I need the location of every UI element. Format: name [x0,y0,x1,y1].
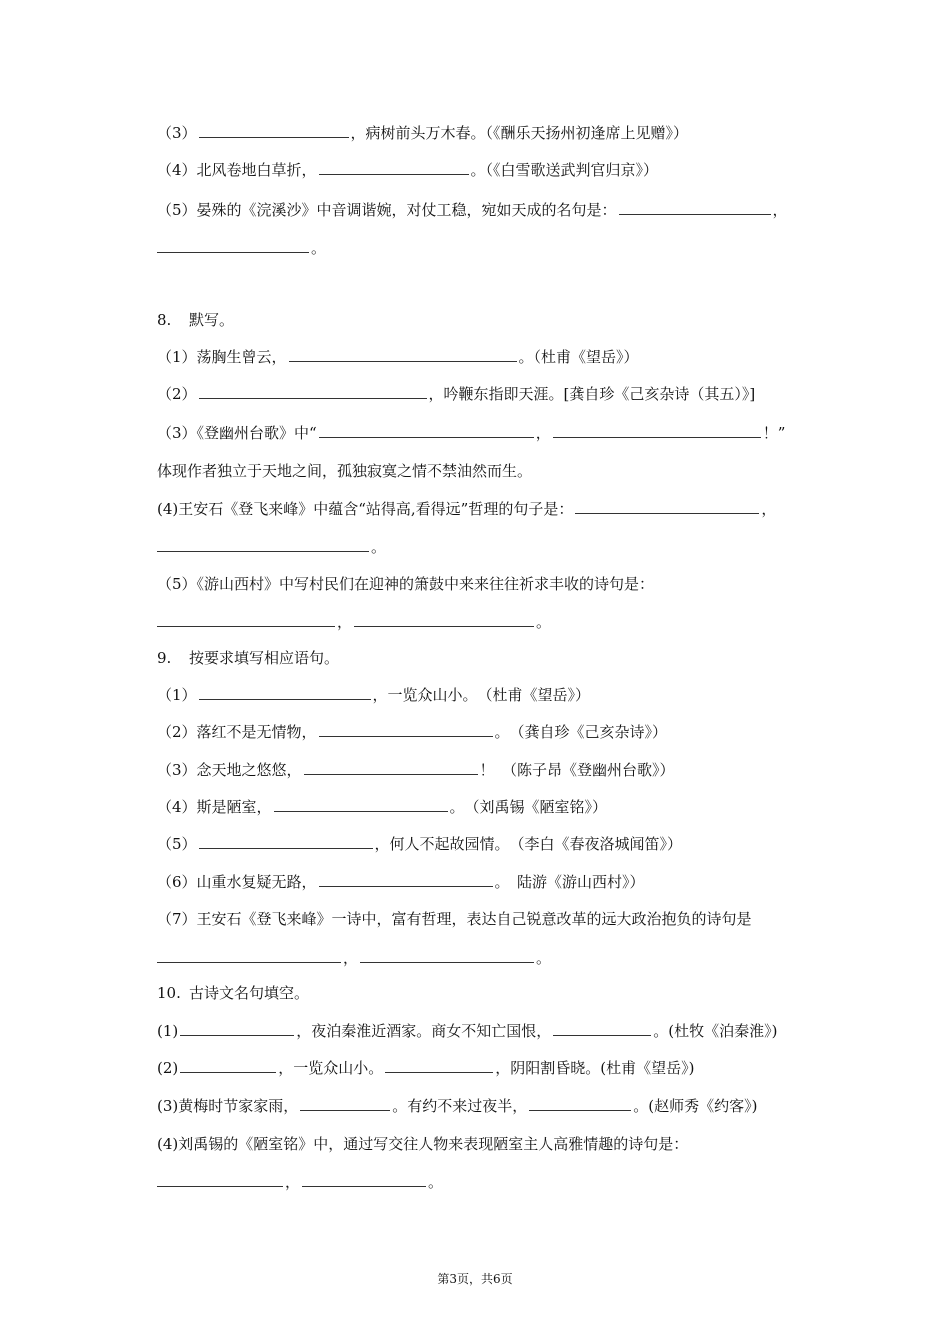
question-number: 8. [157,311,172,329]
q8-item-4-prefix: (4)王安石《登飞来峰》中蕴含“站得高,看得远”哲理的句子是： [157,500,574,518]
q7-item-3-suffix: ，病树前头万木春。（《酬乐天扬州初逢席上见赠》） [350,124,689,142]
answer-blank[interactable] [199,834,373,849]
q8-item-3 [157,423,785,443]
q7-item-4-prefix: （4）北风卷地白草折， [157,161,317,179]
q8-item-4 [157,499,776,519]
q8-item-5-cont [157,612,551,632]
q9-item-4-suffix: 。 （刘禹锡《陋室铭》） [449,798,608,816]
q9-item-5-prefix: （5） [157,835,197,853]
q10-item-1-mid: ，夜泊秦淮近酒家。商女不知亡国恨， [296,1022,552,1040]
q8-item-3-suffix: ！” [762,424,786,442]
q8-item-1 [157,347,639,367]
q9-item-1-prefix: （1） [157,686,197,704]
q7-item-3 [157,123,688,143]
q9-item-5-suffix: ，何人不起故园情。 （李白《春夜洛城闻笛》） [374,835,683,853]
q10-item-2-prefix: (2) [157,1059,179,1077]
answer-blank[interactable] [157,537,369,552]
answer-blank[interactable] [157,612,335,627]
answer-blank[interactable] [553,423,761,438]
q10-heading [157,983,309,1003]
question-number: 10. [157,984,181,1002]
q7-item-4 [157,160,658,180]
q9-item-1-suffix: ，一览众山小。 （杜甫《望岳》） [372,686,591,704]
q7-item-3-prefix: （3） [157,124,197,142]
q10-item-2-mid: ，一览众山小。 [278,1059,384,1077]
q9-item-3-suffix: ！ （陈子昂《登幽州台歌》） [479,761,675,779]
q8-item-3-prefix: （3）《登幽州台歌》中“ [157,424,317,442]
answer-blank[interactable] [199,685,371,700]
q9-item-4-prefix: （4）斯是陋室， [157,798,272,816]
q10-item-4-prompt: (4)刘禹锡的《陋室铭》中，通过写交往人物来表现陋室主人高雅情趣的诗句是： [157,1135,689,1153]
q9-item-1 [157,685,590,705]
q9-item-2 [157,722,667,742]
q8-item-5-mid: ， [337,613,353,631]
q9-heading [157,648,339,668]
q10-item-4-mid: ， [285,1173,301,1191]
q10-item-2 [157,1058,694,1078]
q9-item-6-suffix: 。 陆游《游山西村》） [494,873,645,891]
q8-item-2-prefix: （2） [157,385,197,403]
q10-item-1 [157,1021,777,1041]
q7-item-5-suffix: ， [772,201,788,219]
q8-item-3-continuation: 体现作者独立于天地之间，孤独寂寞之情不禁油然而生。 [157,462,533,480]
q8-item-3-mid: ， [535,424,551,442]
q8-item-2 [157,384,755,404]
q8-item-5-prompt: （5）《游山西村》中写村民们在迎神的箫鼓中来来往往祈求丰收的诗句是： [157,575,655,593]
q8-item-3-cont [157,461,532,481]
answer-blank[interactable] [157,238,309,253]
q8-item-5 [157,574,654,594]
q7-item-4-suffix: 。（《白雪歌送武判官归京》） [470,161,659,179]
q10-item-1-prefix: (1) [157,1022,179,1040]
question-title: 默写。 [189,311,235,329]
q7-item-5 [157,200,788,220]
answer-blank[interactable] [360,948,534,963]
answer-blank[interactable] [289,347,517,362]
answer-blank[interactable] [354,612,534,627]
answer-blank[interactable] [529,1096,631,1111]
q9-item-2-suffix: 。 （龚自珍《己亥杂诗》） [494,723,668,741]
question-title: 按要求填写相应语句。 [189,649,340,667]
q8-item-2-suffix: ，吟鞭东指即天涯。[龚自珍《己亥杂诗（其五）》] [428,385,756,403]
q9-item-4 [157,797,607,817]
answer-blank[interactable] [319,872,493,887]
answer-blank[interactable] [304,760,478,775]
q7-item-5-end: 。 [311,239,327,257]
q9-item-7 [157,909,752,929]
q8-item-5-end: 。 [536,613,552,631]
q9-item-6-prefix: （6）山重水复疑无路， [157,873,317,891]
answer-blank[interactable] [180,1021,294,1036]
q8-item-4-end: 。 [371,538,387,556]
q7-item-5-cont [157,238,326,258]
q9-item-5 [157,834,682,854]
q9-item-3-prefix: （3）念天地之悠悠， [157,761,302,779]
q8-item-1-prefix: （1）荡胸生曾云， [157,348,287,366]
answer-blank[interactable] [575,499,759,514]
answer-blank[interactable] [319,423,534,438]
answer-blank[interactable] [274,797,448,812]
q7-item-5-prefix: （5）晏殊的《浣溪沙》中音调谐婉，对仗工稳，宛如天成的名句是： [157,201,617,219]
q9-item-2-prefix: （2）落红不是无情物， [157,723,317,741]
q9-item-7-prompt: （7）王安石《登飞来峰》一诗中，富有哲理，表达自己锐意改革的远大政治抱负的诗句是 [157,910,752,928]
answer-blank[interactable] [385,1058,493,1073]
question-number: 9. [157,649,172,667]
answer-blank[interactable] [619,200,771,215]
q10-item-3 [157,1096,757,1116]
answer-blank[interactable] [553,1021,651,1036]
q10-item-4-cont [157,1172,443,1192]
answer-blank[interactable] [199,384,427,399]
q10-item-4-end: 。 [428,1173,444,1191]
q9-item-3 [157,760,675,780]
q8-item-4-suffix: ， [761,500,777,518]
answer-blank[interactable] [319,160,469,175]
question-title: 古诗文名句填空。 [189,984,310,1002]
q10-item-4 [157,1134,688,1154]
q10-item-3-prefix: (3)黄梅时节家家雨， [157,1097,299,1115]
q10-item-1-suffix: 。(杜牧《泊秦淮》) [653,1022,778,1040]
page-footer: 第3页，共6页 [437,1272,513,1286]
q9-item-6 [157,872,645,892]
answer-blank[interactable] [199,123,349,138]
q8-item-1-suffix: 。（杜甫《望岳》） [518,348,639,366]
q10-item-3-mid: 。有约不来过夜半， [392,1097,528,1115]
q10-item-3-suffix: 。(赵师秀《约客》) [633,1097,758,1115]
q9-item-7-cont [157,948,551,968]
answer-blank[interactable] [180,1058,276,1073]
q9-item-7-end: 。 [536,949,552,967]
answer-blank[interactable] [300,1096,390,1111]
q9-item-7-mid: ， [343,949,359,967]
answer-blank[interactable] [319,722,493,737]
q8-item-4-cont [157,537,386,557]
answer-blank[interactable] [302,1172,426,1187]
answer-blank[interactable] [157,948,341,963]
answer-blank[interactable] [157,1172,283,1187]
q8-heading [157,310,234,330]
q10-item-2-suffix: ，阴阳割昏晓。(杜甫《望岳》) [495,1059,695,1077]
